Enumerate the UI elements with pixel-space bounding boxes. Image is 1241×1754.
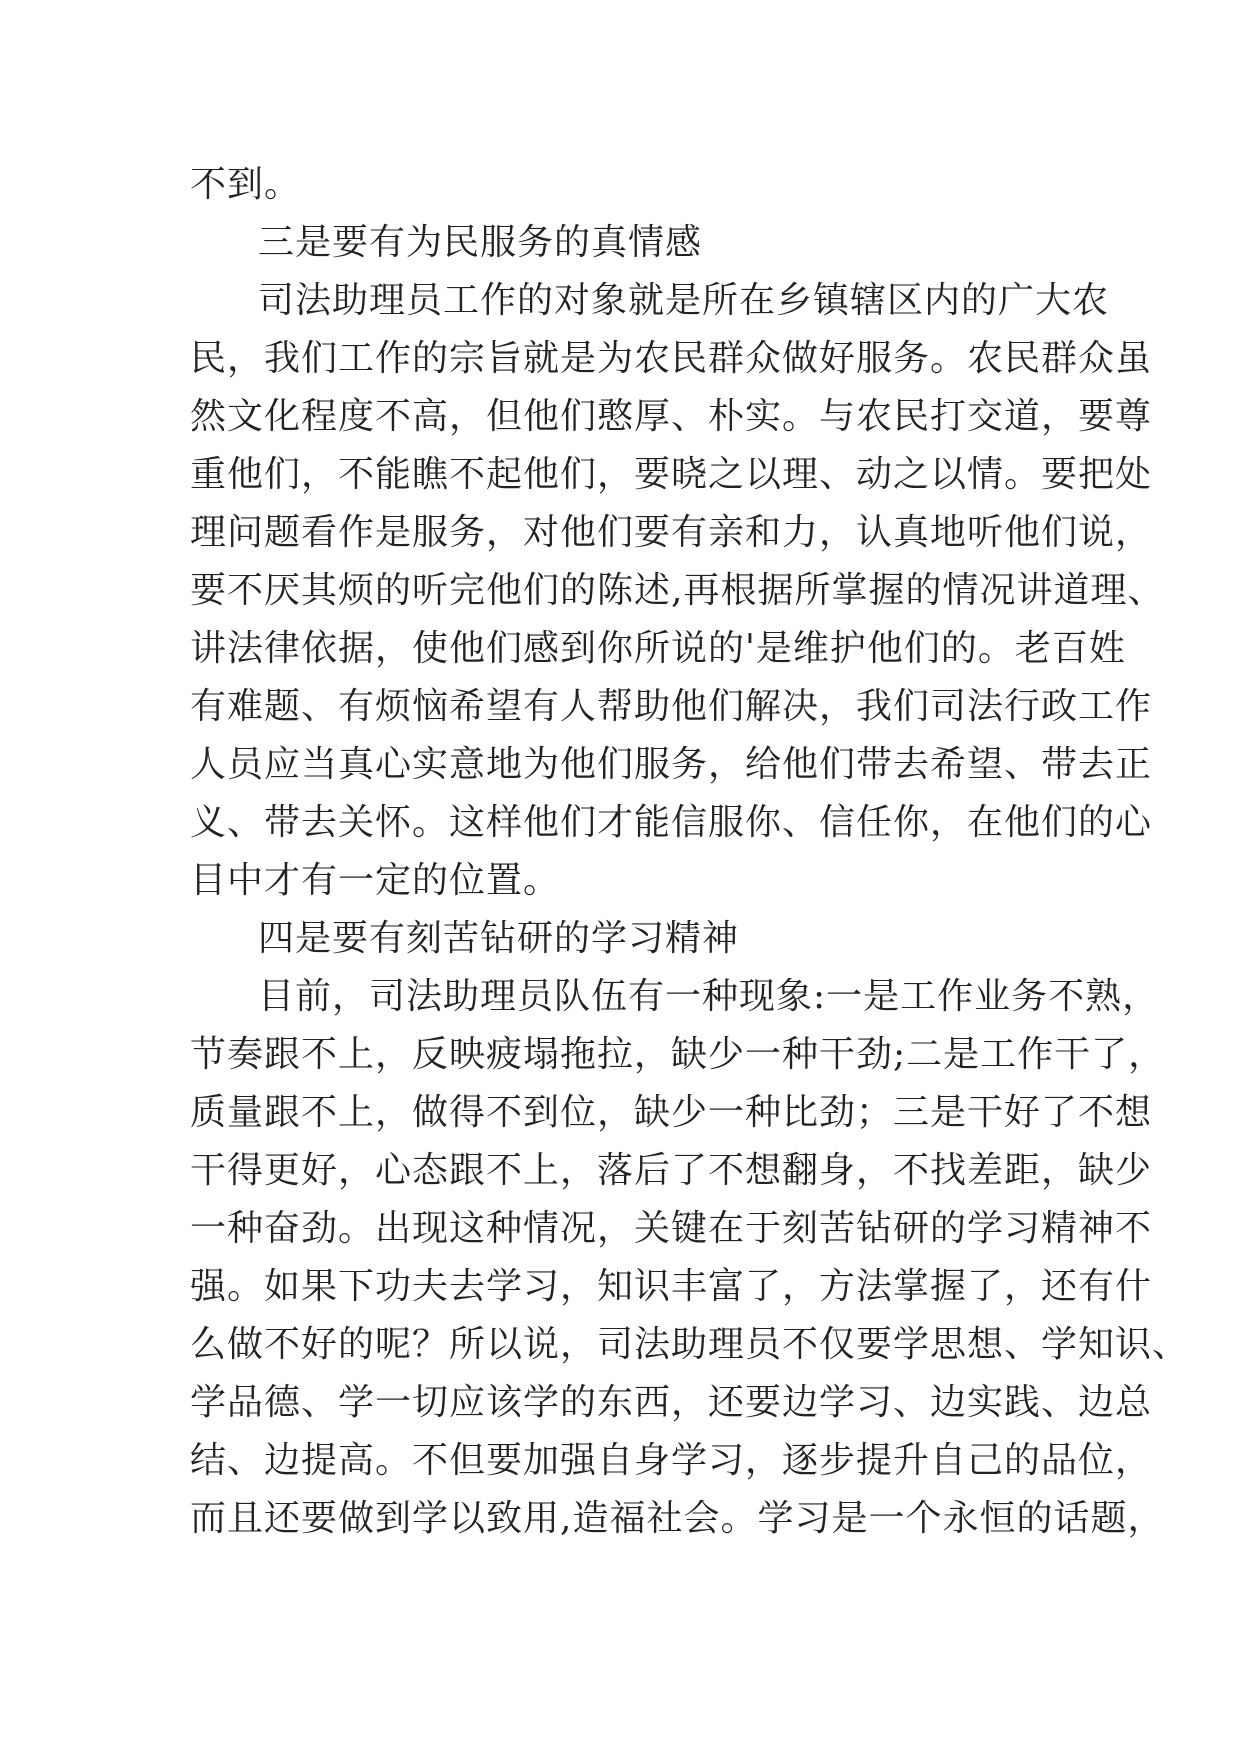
- section-heading: 三是要有为民服务的真情感: [258, 222, 703, 263]
- text-line: 理问题看作是服务，对他们要有亲和力，认真地听他们说，: [190, 512, 1153, 553]
- text-line: 人员应当真心实意地为他们服务，给他们带去希望、带去正: [190, 744, 1153, 785]
- section-heading: 四是要有刻苦钻研的学习精神: [258, 918, 740, 959]
- text-line: 一种奋劲。出现这种情况，关键在于刻苦钻研的学习精神不: [190, 1208, 1153, 1249]
- text-line: 目中才有一定的位置。: [190, 860, 561, 901]
- text-line: 强。如果下功夫去学习，知识丰富了，方法掌握了，还有什: [190, 1266, 1153, 1307]
- text-line: 干得更好，心态跟不上，落后了不想翻身，不找差距，缺少: [190, 1150, 1153, 1191]
- text-line: 讲法律依据，使他们感到你所说的'是维护他们的。老百姓: [190, 628, 1126, 669]
- text-line: 质量跟不上，做得不到位，缺少一种比劲；三是干好了不想: [190, 1092, 1153, 1133]
- text-line: 要不厌其烦的听完他们的陈述,再根据所掌握的情况讲道理、: [190, 570, 1165, 611]
- text-line: 结、边提高。不但要加强自身学习，逐步提升自己的品位，: [190, 1440, 1153, 1481]
- text-line: 然文化程度不高，但他们憨厚、朴实。与农民打交道，要尊: [190, 396, 1153, 437]
- text-line: 么做不好的呢？所以说，司法助理员不仅要学思想、学知识、: [190, 1324, 1190, 1365]
- text-line: 司法助理员工作的对象就是所在乡镇辖区内的广大农: [258, 280, 1110, 321]
- text-line: 重他们，不能瞧不起他们，要晓之以理、动之以情。要把处: [190, 454, 1153, 495]
- text-line: 有难题、有烦恼希望有人帮助他们解决，我们司法行政工作: [190, 686, 1153, 727]
- text-line: 义、带去关怀。这样他们才能信服你、信任你，在他们的心: [190, 802, 1153, 843]
- text-line: 节奏跟不上，反映疲塌拖拉，缺少一种干劲;二是工作干了，: [190, 1034, 1166, 1075]
- document-body: [190, 156, 1190, 1548]
- text-line: 目前，司法助理员队伍有一种现象:一是工作业务不熟，: [258, 976, 1160, 1017]
- text-line: 学品德、学一切应该学的东西，还要边学习、边实践、边总: [190, 1382, 1153, 1423]
- text-line: 民，我们工作的宗旨就是为农民群众做好服务。农民群众虽: [190, 338, 1153, 379]
- text-line: 而且还要做到学以致用,造福社会。学习是一个永恒的话题，: [190, 1498, 1165, 1539]
- text-line: 不到。: [190, 164, 302, 205]
